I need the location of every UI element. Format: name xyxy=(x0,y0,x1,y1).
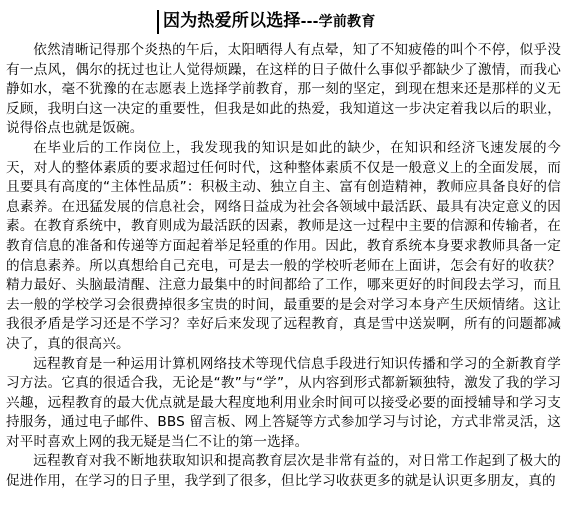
document-body xyxy=(6,41,561,492)
title-row xyxy=(0,8,575,34)
title-subtitle: ---学前教育 xyxy=(300,14,376,30)
paragraph-2: 在毕业后的工作岗位上，我发现我的知识是如此的缺少，在知识和经济飞速发展的今天，对人的整体素质的要求超过任何时代，这种整体素质不仅是一般意义上的全面发展，而且要具有高度的“主体性品质”：积极主动、独立自主、富有创造精神，教师应具备良好的信息素养。在迅猛发展的信息社会，网络日益成为社会各领域中最活跃、最具有决定意义的因素。在教育系统中，教育则成为最活跃的因素，教师是这一过程中主要的信源和传输者，在教育信息的准备和传递等方面起着举足轻重的作用。因此，教育系统本身要求教师具备一定的信息素养。所以真想给自己充电，可是去一般的学校听老师在上面讲，怎会有好的收获？精力最好、头脑最清醒、注意力最集中的时间都给了工作，哪来更好的时间段去学习，而且去一般的学校学习会很费掉很多宝贵的时间，最重要的是会对学习本身产生厌烦情绪。这让我很矛盾是学习还是不学习？幸好后来发现了远程教育，真是雪中送炭啊，所有的问题都减决了，真的很高兴。 xyxy=(6,139,561,352)
paragraph-4: 远程教育对我不断地获取知识和提高教育层次是非常有益的，对日常工作起到了极大的促进作用，在学习的日子里，我学到了很多，但比学习收获更多的就是认识更多朋友，真的 xyxy=(6,453,561,490)
page-title xyxy=(163,8,375,35)
text-cursor-bar xyxy=(157,10,159,34)
title-main: 因为热爱所以选择 xyxy=(163,11,301,31)
paragraph-1: 依然清晰记得那个炎热的午后，太阳晒得人有点晕，知了不知疲倦的叫个不停，似乎没有一点风，偶尔的抚过也让人觉得烦躁，在这样的日子做什么事似乎都缺少了激情，而我心静如水，毫不犹豫的在志愿表上选择学前教育，那一刻的坚定，到现在想来还是那样的义无反顾，我明白这一决定的重要性，但我是如此的热爱，我知道这一步决定着我以后的职业，说得俗点也就是饭碗。 xyxy=(6,42,561,137)
paragraph-3: 远程教育是一种运用计算机网络技术等现代信息手段进行知识传播和学习的全新教育学习方法。它真的很适合我，无论是“教”与“学”，从内容到形式都新颖独特，激发了我的学习兴趣，远程教育的最大优点就是最大程度地利用业余时间可以接受必要的面授辅导和学习支持服务，通过电子邮件、BBS 留言板、网上答疑等方式参加学习与讨论，方式非常灵活，这对平时喜欢上网的我无疑是当仁不让的第一选择。 xyxy=(6,355,561,450)
